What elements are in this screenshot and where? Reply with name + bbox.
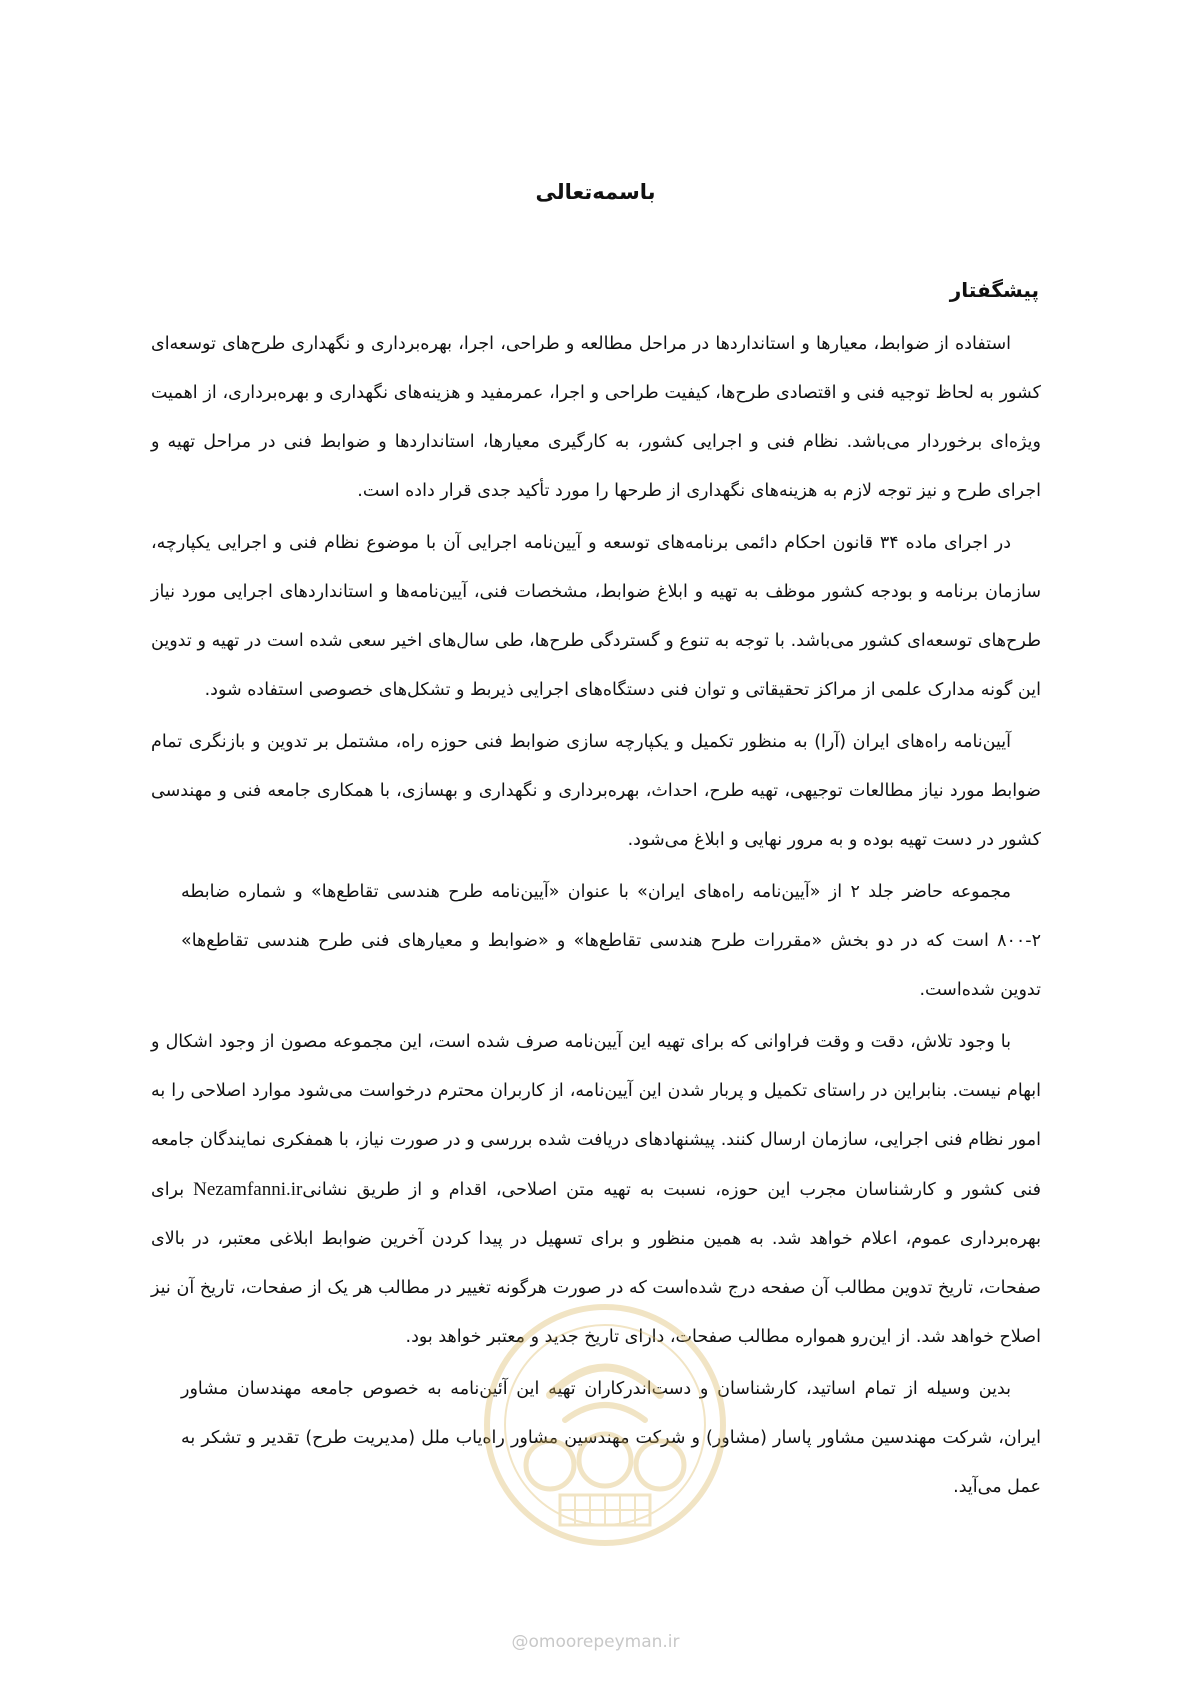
paragraph-5-start: با وجود تلاش، دقت و وقت فراوانی که برای تهیه این آیین‌نامه صرف شده است، این مجموعه مصون از وجود اشکال و ابهام نیست. بنابراین در راستای تکمیل و پربار شدن این آیین‌نامه، از کاربران محترم درخواست می‌شود موارد اصلاحی را به امور نظام فنی اجرایی، سازمان ارسال کنند. پیشنهادهای دریافت شده بررسی و در صورت نیاز، با همفکری نمایندگان جامعه فنی کشور و کارشناسان مجرب این حوزه، نسبت به تهیه متن اصلاحی، اقدام و از طریق نشانی	[151, 1032, 1041, 1200]
paragraph-3: آیین‌نامه راه‌های ایران (آرا) به منظور تکمیل و یکپارچه سازی ضوابط فنی حوزه راه، مشتمل بر تدوین و بازنگری تمام ضوابط مورد نیاز مطالعات توجیهی، تهیه طرح، احداث، بهره‌برداری و نگهداری و بهسازی، با همکاری جامعه فنی و مهندسی کشور در دست تهیه بوده و به مرور نهایی و ابلاغ می‌شود.	[151, 732, 1041, 850]
paragraph-6: بدین وسیله از تمام اساتید، کارشناسان و دست‌اندرکاران تهیه این آئین‌نامه به خصوص جامعه مهندسان مشاور ایران، شرکت مهندسین مشاور پاسار (مشاور) و شرکت مهندسین مشاور راه‌یاب ملل (مدیریت طرح) تقدیر و تشکر به عمل می‌آید.	[181, 1379, 1041, 1497]
watermark-text: @omoorepeyman.ir	[511, 1632, 680, 1652]
website-link: Nezamfanni.ir	[193, 1179, 303, 1200]
section-heading: پیشگفتار	[949, 278, 1039, 302]
paragraph-5-end: برای بهره‌برداری عموم، اعلام خواهد شد. به همین منظور و برای تسهیل در پیدا کردن آخرین ضوابط ابلاغی معتبر، در بالای صفحات، تاریخ تدوین مطالب آن صفحه درج شده‌است که در صورت هرگونه تغییر در مطالب هر یک از صفحات، تاریخ آن نیز اصلاح خواهد شد. از این‌رو همواره مطالب صفحات، دارای تاریخ جدید و معتبر خواهد بود.	[151, 1180, 1041, 1347]
paragraph-4: مجموعه حاضر جلد ۲ از «آیین‌نامه راه‌های ایران» با عنوان «آیین‌نامه طرح هندسی تقاطع‌ها» و شماره ضابطه ۲-۸۰۰ است که در دو بخش «مقررات طرح هندسی تقاطع‌ها» و «ضوابط و معیارهای فنی طرح هندسی تقاطع‌ها» تدوین شده‌است.	[181, 882, 1041, 1000]
paragraph-2: در اجرای ماده ۳۴ قانون احکام دائمی برنامه‌های توسعه و آیین‌نامه اجرایی آن با موضوع نظام فنی و اجرایی یکپارچه، سازمان برنامه و بودجه کشور موظف به تهیه و ابلاغ ضوابط، مشخصات فنی، آیین‌نامه‌ها و استانداردهای اجرایی مورد نیاز طرح‌های توسعه‌ای کشور می‌باشد. با توجه به تنوع و گستردگی طرح‌ها، طی سال‌های اخیر سعی شده است در تهیه و تدوین این گونه مدارک علمی از مراکز تحقیقاتی و توان فنی دستگاه‌های اجرایی ذیربط و تشکل‌های خصوصی استفاده شود.	[151, 533, 1041, 700]
page-title: باسمه‌تعالی	[535, 180, 656, 204]
watermark-seal-icon	[480, 1300, 730, 1550]
paragraph-1: استفاده از ضوابط، معیارها و استانداردها در مراحل مطالعه و طراحی، اجرا، بهره‌برداری و نگهداری طرح‌های توسعه‌ای کشور به لحاظ توجیه فنی و اقتصادی طرح‌ها، کیفیت طراحی و اجرا، عمرمفید و هزینه‌های نگهداری و بهره‌برداری، از اهمیت ویژه‌ای برخوردار می‌باشد. نظام فنی و اجرایی کشور، به کارگیری معیارها، استانداردها و ضوابط فنی در مراحل تهیه و اجرای طرح و نیز توجه لازم به هزینه‌های نگهداری از طرحها را مورد تأکید جدی قرار داده است.	[151, 334, 1041, 501]
